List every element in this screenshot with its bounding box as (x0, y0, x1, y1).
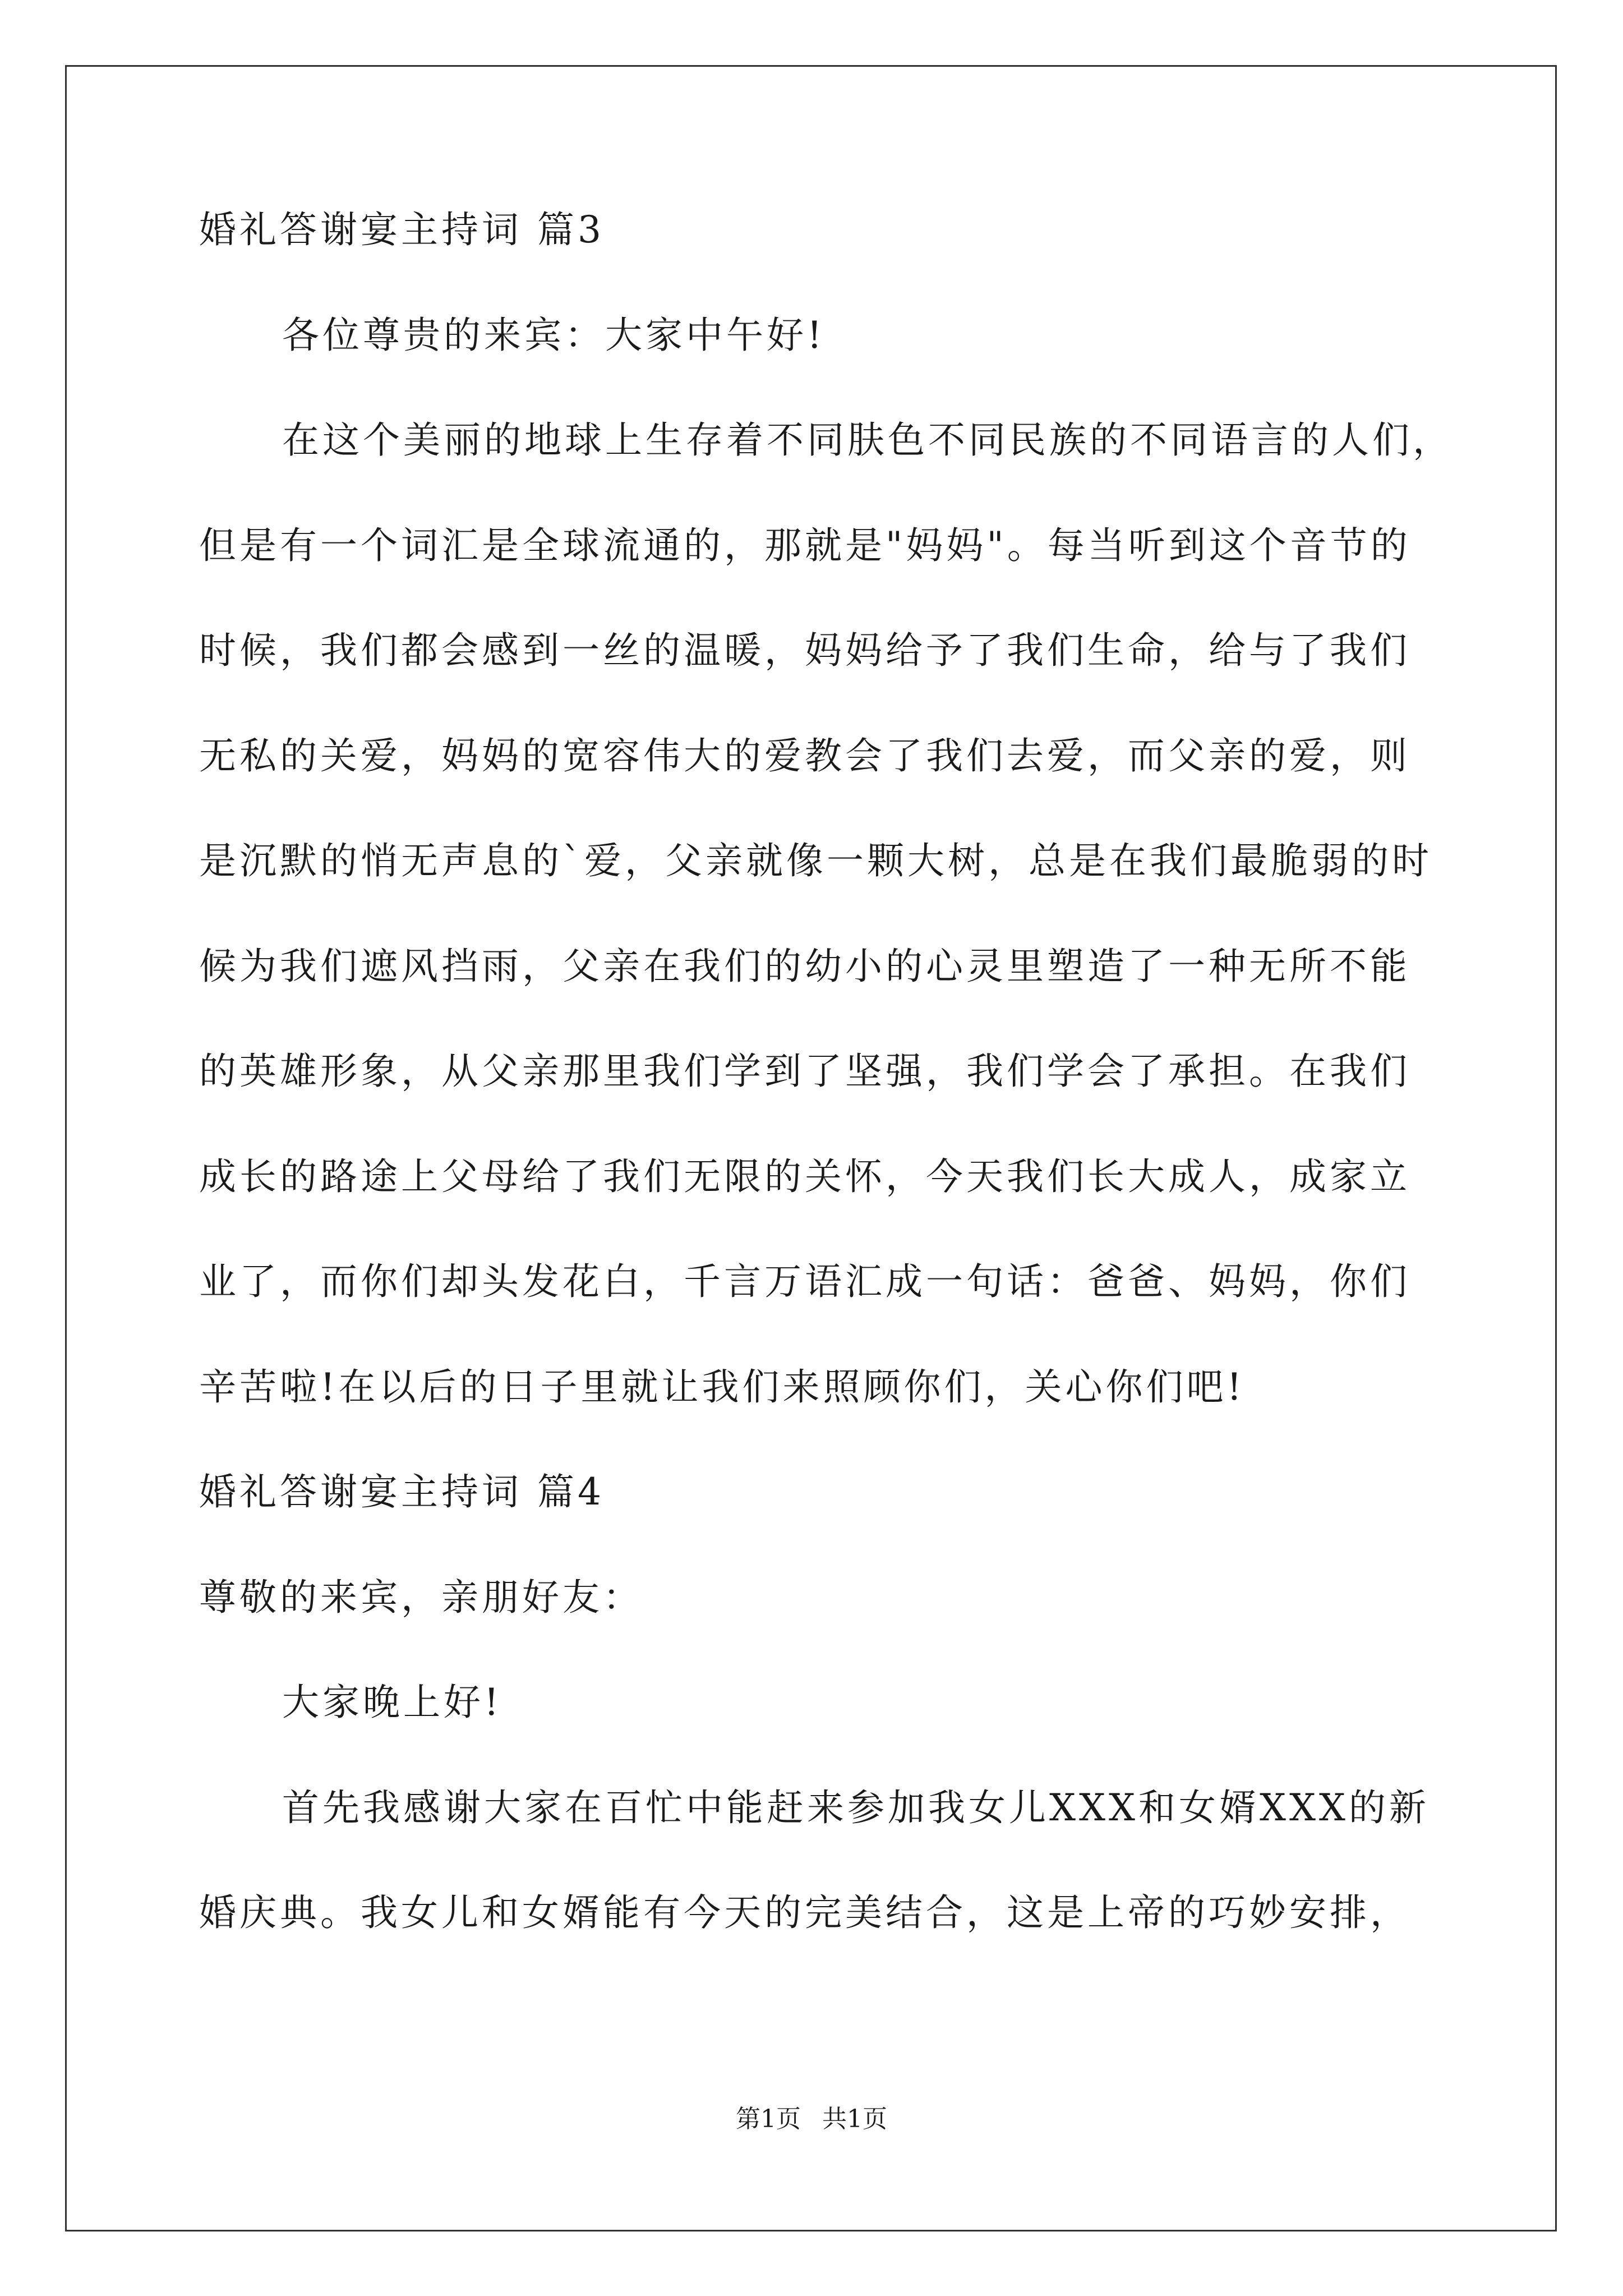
page-footer (0, 2102, 1623, 2136)
page-number: 第1页 (736, 2105, 801, 2133)
greeting: 大家晚上好! (282, 1681, 502, 1724)
paragraph-line: 辛苦啦!在以后的日子里就让我们来照顾你们，关心你们吧! (199, 1365, 1246, 1409)
paragraph-line: 候为我们遮风挡雨，父亲在我们的幼小的心灵里塑造了一种无所不能 (199, 945, 1410, 988)
page-total: 共1页 (822, 2105, 887, 2133)
paragraph-line: 时候，我们都会感到一丝的温暖，妈妈给予了我们生命，给与了我们 (199, 629, 1410, 672)
section-heading: 婚礼答谢宴主持词 篇4 (199, 1470, 605, 1513)
paragraph-line: 的英雄形象，从父亲那里我们学到了坚强，我们学会了承担。在我们 (199, 1050, 1410, 1093)
paragraph-line: 无私的关爱，妈妈的宽容伟大的爱教会了我们去爱，而父亲的爱，则 (199, 734, 1410, 777)
paragraph-line: 首先我感谢大家在百忙中能赶来参加我女儿XXX和女婿XXX的新 (282, 1786, 1430, 1829)
paragraph-line: 但是有一个词汇是全球流通的，那就是"妈妈"。每当听到这个音节的 (199, 524, 1411, 567)
paragraph-line: 婚庆典。我女儿和女婿能有今天的完美结合，这是上帝的巧妙安排， (199, 1891, 1410, 1934)
paragraph-line: 成长的路途上父母给了我们无限的关怀，今天我们长大成人，成家立 (199, 1155, 1410, 1198)
salutation: 各位尊贵的来宾：大家中午好! (282, 314, 826, 357)
paragraph-line: 业了，而你们却头发花白，千言万语汇成一句话：爸爸、妈妈，你们 (199, 1260, 1410, 1303)
paragraph-line: 是沉默的悄无声息的`爱，父亲就像一颗大树，总是在我们最脆弱的时 (199, 839, 1432, 882)
section-heading: 婚礼答谢宴主持词 篇3 (199, 208, 605, 251)
salutation: 尊敬的来宾，亲朋好友： (199, 1576, 643, 1619)
paragraph-line: 在这个美丽的地球上生存着不同肤色不同民族的不同语言的人们， (282, 418, 1453, 462)
